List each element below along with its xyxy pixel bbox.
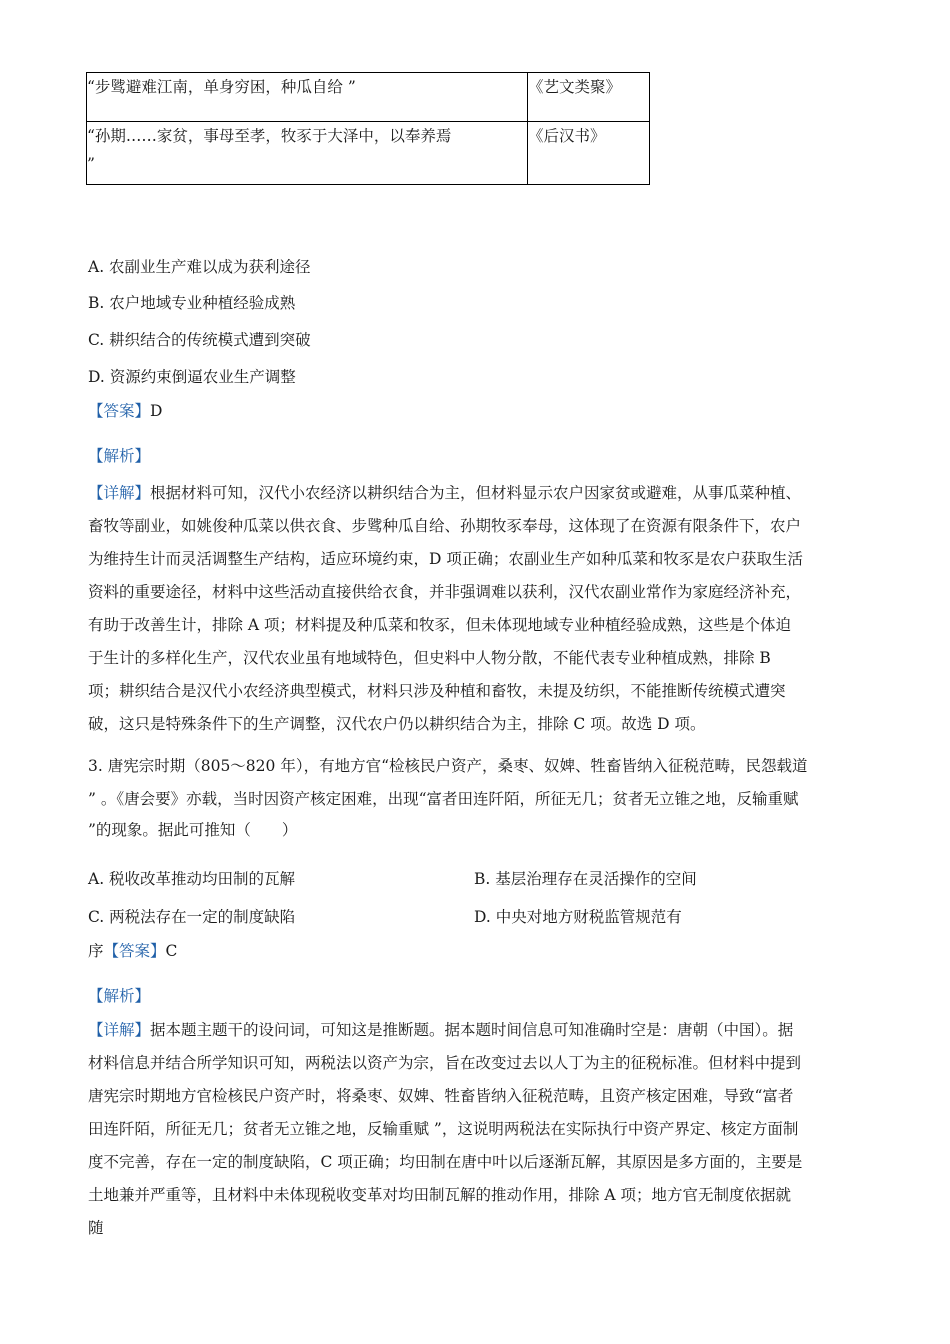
answer-label: 【答案】 [88,402,151,420]
detail-line: 破，这只是特殊条件下的生产调整，汉代农户仍以耕织结合为主，排除 C 项。故选 D 项。 [88,715,706,733]
detail-line [88,1014,863,1047]
book-title: 《艺文类聚》 [528,78,622,96]
table-row [87,122,650,185]
q3-answer [88,939,177,961]
q2-analysis-label: 【解析】 [88,447,151,465]
answer-value: D [150,402,163,420]
detail-line: 度不完善，存在一定的制度缺陷，C 项正确；均田制在唐中叶以后逐渐瓦解，其原因是多方面的，主要是 [88,1153,803,1171]
detail-line: 田连阡陌，所征无几；贫者无立锥之地，反输重赋 ”，这说明两税法在实际执行中资产界定、核定方面制 [88,1120,799,1138]
q2-answer [88,399,162,421]
detail-label: 【详解】 [88,1021,151,1039]
q2-option-c: C. 耕织结合的传统模式遭到突破 [88,331,311,349]
detail-text: 根据材料可知，汉代小农经济以耕织结合为主，但材料显示农户因家贫或避难，从事瓜菜种植、 [150,484,802,502]
quote-cell [87,122,528,185]
stem-line: ”的现象。据此可推知（ ） [88,821,298,839]
option-d-tail: 序 [88,942,104,960]
q3-option-c: C. 两税法存在一定的制度缺陷 [88,908,296,926]
q3-stem [88,750,863,844]
quote-text: “步骘避难江南，单身穷困，种瓜自给 ” [87,78,356,96]
q2-option-d: D. 资源约束倒逼农业生产调整 [88,368,296,386]
detail-line: 资料的重要途径，材料中这些活动直接供给衣食，并非强调难以获利，汉代农副业常作为家庭经济补充， [88,583,802,601]
detail-line: 为维持生计而灵活调整生产结构，适应环境约束，D 项正确；农副业生产如种瓜菜和牧豕是农户获取生活 [88,550,803,568]
q3-option-b: B. 基层治理存在灵活操作的空间 [474,870,697,888]
stem-line: ” 。《唐会要》亦载，当时因资产核定困难，出现“富者田连阡陌，所征无几；贫者无立锥之地，反输重赋 [88,790,799,808]
detail-text: 据本题主题干的设问词，可知这是推断题。据本题时间信息可知准确时空是：唐朝（中国）。据 [150,1021,794,1039]
detail-line: 唐宪宗时期地方官检核民户资产时，将桑枣、奴婢、牲畜皆纳入征税范畴，且资产核定困难，导致“富者 [88,1087,794,1105]
q3-option-a: A. 税收改革推动均田制的瓦解 [88,870,296,888]
table-row [87,73,650,122]
q2-option-b: B. 农户地域专业种植经验成熟 [88,294,296,312]
quote-text: “孙期……家贫，事母至孝，牧豕于大泽中，以奉养焉 [87,127,452,145]
detail-line: 项；耕织结合是汉代小农经济典型模式，材料只涉及种植和畜牧，未提及纺织，不能推断传统模式遭突 [88,682,786,700]
book-cell [528,73,650,122]
book-cell [528,122,650,185]
q2-detail [88,477,863,741]
q2-option-a: A. 农副业生产难以成为获利途径 [88,258,311,276]
book-title: 《后汉书》 [528,127,606,145]
detail-line: 于生计的多样化生产，汉代农业虽有地域特色，但史料中人物分散，不能代表专业种植成熟，排除 B [88,649,771,667]
detail-line [88,477,863,510]
detail-line: 材料信息并结合所学知识可知，两税法以资产为宗，旨在改变过去以人丁为主的征税标准。但材料中提到 [88,1054,802,1072]
detail-label: 【详解】 [88,484,151,502]
answer-value: C [165,942,178,960]
stem-line: 3. 唐宪宗时期（805～820 年），有地方官“检核民户资产，桑枣、奴婢、牲畜皆纳入征税范畴，民怨载道 [88,757,808,775]
detail-line: 有助于改善生计，排除 A 项；材料提及种瓜菜和牧豕，但未体现地域专业种植经验成熟，这些是个体迫 [88,616,792,634]
q3-detail [88,1014,863,1245]
quote-cell [87,73,528,122]
detail-line: 土地兼并严重等，且材料中未体现税收变革对均田制瓦解的推动作用，排除 A 项；地方官无制度依据就 [88,1186,792,1204]
q3-option-d: D. 中央对地方财税监管规范有 [474,908,682,926]
detail-line: 畜牧等副业，如姚俊种瓜菜以供衣食、步骘种瓜自给、孙期牧豕奉母，这体现了在资源有限条件下，农户 [88,517,802,535]
detail-line: 随 [88,1219,104,1237]
q3-analysis-label: 【解析】 [88,987,151,1005]
answer-label: 【答案】 [103,942,166,960]
source-table [86,72,650,185]
quote-tail: ” [87,155,95,173]
